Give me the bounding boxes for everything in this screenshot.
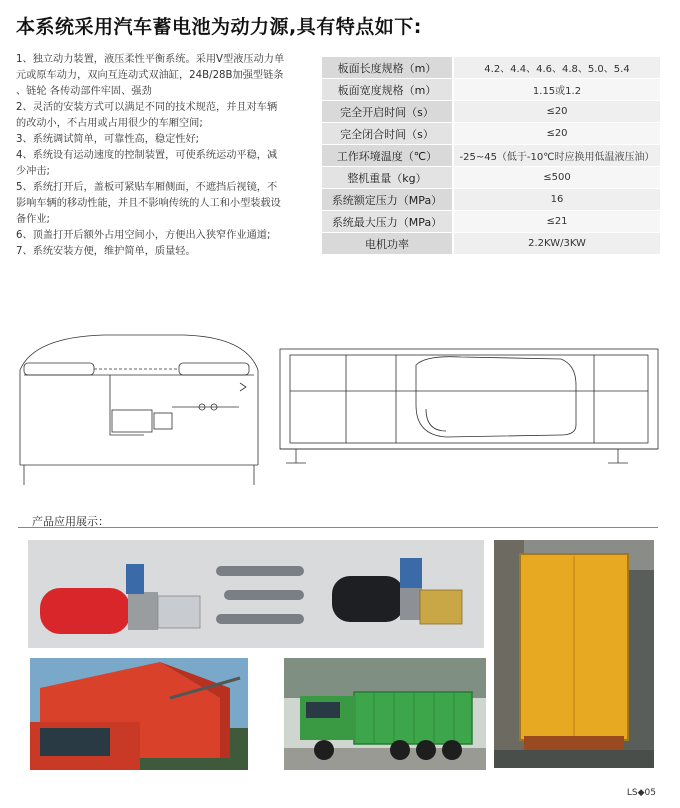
feature-line: 影响车辆的移动性能，并且不影响传统的人工和小型装载设 [16,198,281,209]
spec-row [322,101,660,123]
feature-line: 的改动小，不占用或占用很少的车厢空间; [16,118,203,129]
spec-value: 2.2KW/3KW [453,233,660,255]
feature-line: 4、系统设有运动速度的控制装置，可使系统运动平稳，减 [16,150,278,161]
spec-value: ≤21 [453,211,660,233]
product-photo-yellow-cover [494,540,654,768]
spec-value: ≤500 [453,167,660,189]
spec-label: 系统最大压力（MPa） [322,211,453,233]
spec-row [322,57,660,79]
spec-label: 完全闭合时间（s） [322,123,453,145]
red-tank-icon [40,588,130,634]
spec-row [322,167,660,189]
spec-row [322,123,660,145]
spec-label: 工作环境温度（℃） [322,145,453,167]
spec-label: 板面宽度规格（m） [322,79,453,101]
page-number: LS◆05 [626,788,656,798]
side-view-drawing [276,345,662,470]
feature-line: 少冲击; [16,166,50,177]
cylinder-icon [224,590,304,600]
spec-value: 1.15或1.2 [453,79,660,101]
page-title: 本系统采用汽车蓄电池为动力源,具有特点如下: [16,16,422,38]
feature-line: 1、独立动力装置，液压柔性平衡系统。采用V型液压动力单 [16,54,285,65]
spec-label: 电机功率 [322,233,453,255]
section-title: 产品应用展示： [32,515,109,528]
spec-label: 板面长度规格（m） [322,57,453,79]
product-photo-green-truck [284,658,486,770]
feature-line: 元或原车动力，双向互连动式双油缸，24B/28B加强型链条 [16,70,284,81]
feature-line: 3、系统调试简单，可靠性高，稳定性好; [16,134,200,145]
product-photo-hydraulic-parts [28,540,484,648]
spec-value: -25~45（低于-10℃时应换用低温液压油） [453,145,660,167]
spec-row [322,211,660,233]
spec-value: ≤20 [453,101,660,123]
spec-row [322,79,660,101]
feature-line: 6、顶盖打开后额外占用空间小，方便出入狭窄作业通道; [16,230,271,241]
spec-value: 16 [453,189,660,211]
feature-list [16,52,316,260]
section-divider [18,527,658,528]
feature-line: 备作业; [16,214,50,225]
spec-label: 系统额定压力（MPa） [322,189,453,211]
spec-table [322,57,660,255]
spec-value: 4.2、4.4、4.6、4.8、5.0、5.4 [453,57,660,79]
cylinder-icon [216,614,304,624]
feature-line: 、链轮 各传动部件牢固、强劲 [16,86,152,97]
cylinder-icon [216,566,304,576]
spec-row [322,145,660,167]
rear-view-drawing [14,325,264,490]
feature-line: 2、灵活的安装方式可以满足不同的技术规范，并且对车辆 [16,102,278,113]
product-photo-red-truck [30,658,248,770]
spec-label: 整机重量（kg） [322,167,453,189]
feature-line: 5、系统打开后，盖板可紧贴车厢侧面，不遮挡后视镜，不 [16,182,278,193]
spec-row [322,233,660,255]
feature-line: 7、系统安装方便，维护简单，质量轻。 [16,246,196,257]
black-tank-icon [332,576,404,622]
spec-label: 完全开启时间（s） [322,101,453,123]
spec-value: ≤20 [453,123,660,145]
spec-row [322,189,660,211]
